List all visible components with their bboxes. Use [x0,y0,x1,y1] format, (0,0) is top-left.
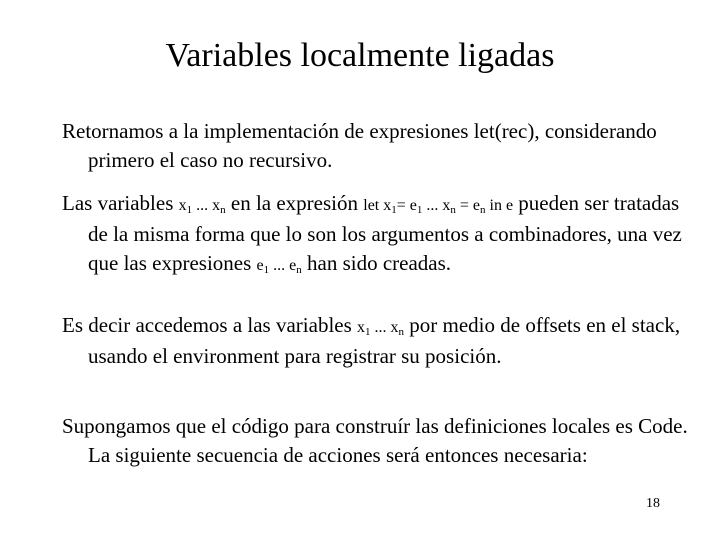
text-segment: han sido creadas. [301,251,452,275]
paragraph-offsets [62,311,698,371]
math-term: $x_1$ ... $x_n$ [178,197,226,216]
paragraph-intro: Retornamos a la implementación de expresiones let(rec), considerando primero el caso no recursivo. [62,119,657,172]
text-segment: por medio de offsets en el stack, usando el environment para registrar su posición. [88,313,681,368]
text-segment: en la expresión [225,191,364,215]
paragraph-variables [62,189,698,280]
paragraph-code: Supongamos que el código para construír las definiciones locales es Code. La siguiente secuencia de acciones será entonces necesaria: [62,414,688,467]
page-number: 18 [646,496,660,511]
math-term: $e_1$ ... $e_n$ [256,257,302,276]
text-segment: pueden ser tratadas de la misma forma que lo son los argumentos a combinadores, una vez que las expresiones [88,191,682,275]
let-expression: let $x_1= e_1$ ... $x_n = e_n$ in e [363,197,514,216]
text-segment: Las variables [62,191,179,215]
slide-title: Variables localmente ligadas [165,37,555,74]
math-term: $x_1$ ... $x_n$ [357,319,405,338]
text-segment: Es decir accedemos a las variables [62,313,358,337]
